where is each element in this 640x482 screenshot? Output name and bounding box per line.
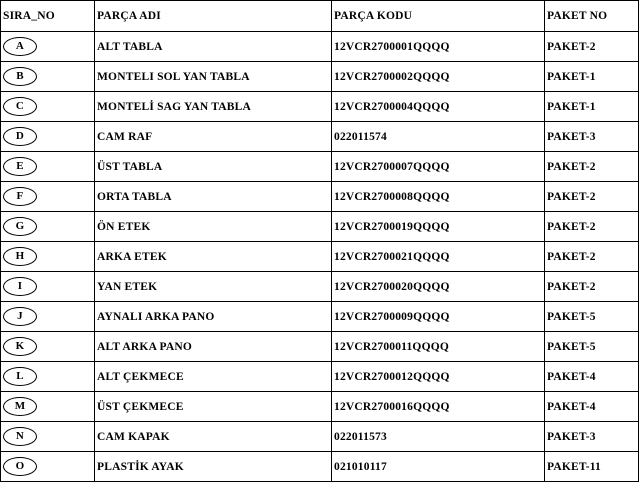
part-name-cell: CAM KAPAK (95, 422, 332, 452)
part-name-cell: ORTA TABLA (95, 182, 332, 212)
part-name-cell: YAN ETEK (95, 272, 332, 302)
part-code-cell: 022011574 (332, 122, 545, 152)
table-row (1, 302, 639, 332)
table-row (1, 362, 639, 392)
part-code-cell: 12VCR2700011QQQQ (332, 332, 545, 362)
package-cell: PAKET-4 (545, 362, 639, 392)
package-cell: PAKET-1 (545, 62, 639, 92)
sira-cell (1, 62, 95, 92)
package-cell: PAKET-3 (545, 422, 639, 452)
part-code-cell: 12VCR2700001QQQQ (332, 32, 545, 62)
package-cell: PAKET-1 (545, 92, 639, 122)
sira-badge: M (3, 397, 37, 416)
sira-badge: G (3, 217, 37, 236)
package-cell: PAKET-11 (545, 452, 639, 482)
sira-cell (1, 422, 95, 452)
package-cell: PAKET-2 (545, 242, 639, 272)
sira-cell (1, 362, 95, 392)
part-code-cell: 12VCR2700008QQQQ (332, 182, 545, 212)
part-name-cell: ARKA ETEK (95, 242, 332, 272)
table-header (1, 1, 639, 32)
part-code-cell: 12VCR2700002QQQQ (332, 62, 545, 92)
part-name-cell: AYNALI ARKA PANO (95, 302, 332, 332)
sira-badge: B (3, 67, 37, 86)
header-row (1, 1, 639, 32)
sira-badge: N (3, 427, 37, 446)
sira-badge: E (3, 157, 37, 176)
part-code-cell: 12VCR2700007QQQQ (332, 152, 545, 182)
part-code-cell: 022011573 (332, 422, 545, 452)
sira-badge: D (3, 127, 37, 146)
part-code-cell: 12VCR2700012QQQQ (332, 362, 545, 392)
package-cell: PAKET-2 (545, 32, 639, 62)
sira-cell (1, 392, 95, 422)
sira-cell (1, 302, 95, 332)
part-name-cell: PLASTİK AYAK (95, 452, 332, 482)
sira-cell (1, 122, 95, 152)
part-name-cell: ÖN ETEK (95, 212, 332, 242)
sira-cell (1, 152, 95, 182)
sira-badge: J (3, 307, 37, 326)
package-cell: PAKET-2 (545, 272, 639, 302)
sira-cell (1, 212, 95, 242)
part-name-cell: ÜST TABLA (95, 152, 332, 182)
table-row (1, 392, 639, 422)
table-row (1, 452, 639, 482)
table-body (1, 32, 639, 482)
table-row (1, 332, 639, 362)
header-parca-adi: PARÇA ADI (95, 1, 332, 32)
table-row (1, 122, 639, 152)
table-row (1, 212, 639, 242)
part-code-cell: 12VCR2700020QQQQ (332, 272, 545, 302)
package-cell: PAKET-5 (545, 332, 639, 362)
part-code-cell: 12VCR2700021QQQQ (332, 242, 545, 272)
sira-badge: A (3, 37, 37, 56)
sira-cell (1, 242, 95, 272)
part-code-cell: 12VCR2700016QQQQ (332, 392, 545, 422)
table-row (1, 422, 639, 452)
header-parca-kodu: PARÇA KODU (332, 1, 545, 32)
sira-badge: F (3, 187, 37, 206)
sira-cell (1, 182, 95, 212)
sira-badge: C (3, 97, 37, 116)
part-code-cell: 12VCR2700019QQQQ (332, 212, 545, 242)
package-cell: PAKET-3 (545, 122, 639, 152)
sira-cell (1, 272, 95, 302)
part-code-cell: 12VCR2700009QQQQ (332, 302, 545, 332)
sira-cell (1, 452, 95, 482)
part-name-cell: ALT ARKA PANO (95, 332, 332, 362)
part-name-cell: MONTELI SOL YAN TABLA (95, 62, 332, 92)
table-row (1, 152, 639, 182)
package-cell: PAKET-2 (545, 152, 639, 182)
part-code-cell: 12VCR2700004QQQQ (332, 92, 545, 122)
sira-badge: H (3, 247, 37, 266)
part-name-cell: ALT TABLA (95, 32, 332, 62)
table-row (1, 182, 639, 212)
package-cell: PAKET-2 (545, 212, 639, 242)
part-name-cell: CAM RAF (95, 122, 332, 152)
header-paket-no: PAKET NO (545, 1, 639, 32)
sira-cell (1, 92, 95, 122)
sira-badge: I (3, 277, 37, 296)
table-row (1, 62, 639, 92)
package-cell: PAKET-2 (545, 182, 639, 212)
header-sira-no: SIRA_NO (1, 1, 95, 32)
sira-badge: O (3, 457, 37, 476)
part-name-cell: MONTELİ SAG YAN TABLA (95, 92, 332, 122)
package-cell: PAKET-4 (545, 392, 639, 422)
table-row (1, 92, 639, 122)
table-row (1, 32, 639, 62)
part-name-cell: ÜST ÇEKMECE (95, 392, 332, 422)
sira-badge: L (3, 367, 37, 386)
table-row (1, 272, 639, 302)
part-name-cell: ALT ÇEKMECE (95, 362, 332, 392)
sira-badge: K (3, 337, 37, 356)
table-row (1, 242, 639, 272)
package-cell: PAKET-5 (545, 302, 639, 332)
part-code-cell: 021010117 (332, 452, 545, 482)
sira-cell (1, 32, 95, 62)
sira-cell (1, 332, 95, 362)
